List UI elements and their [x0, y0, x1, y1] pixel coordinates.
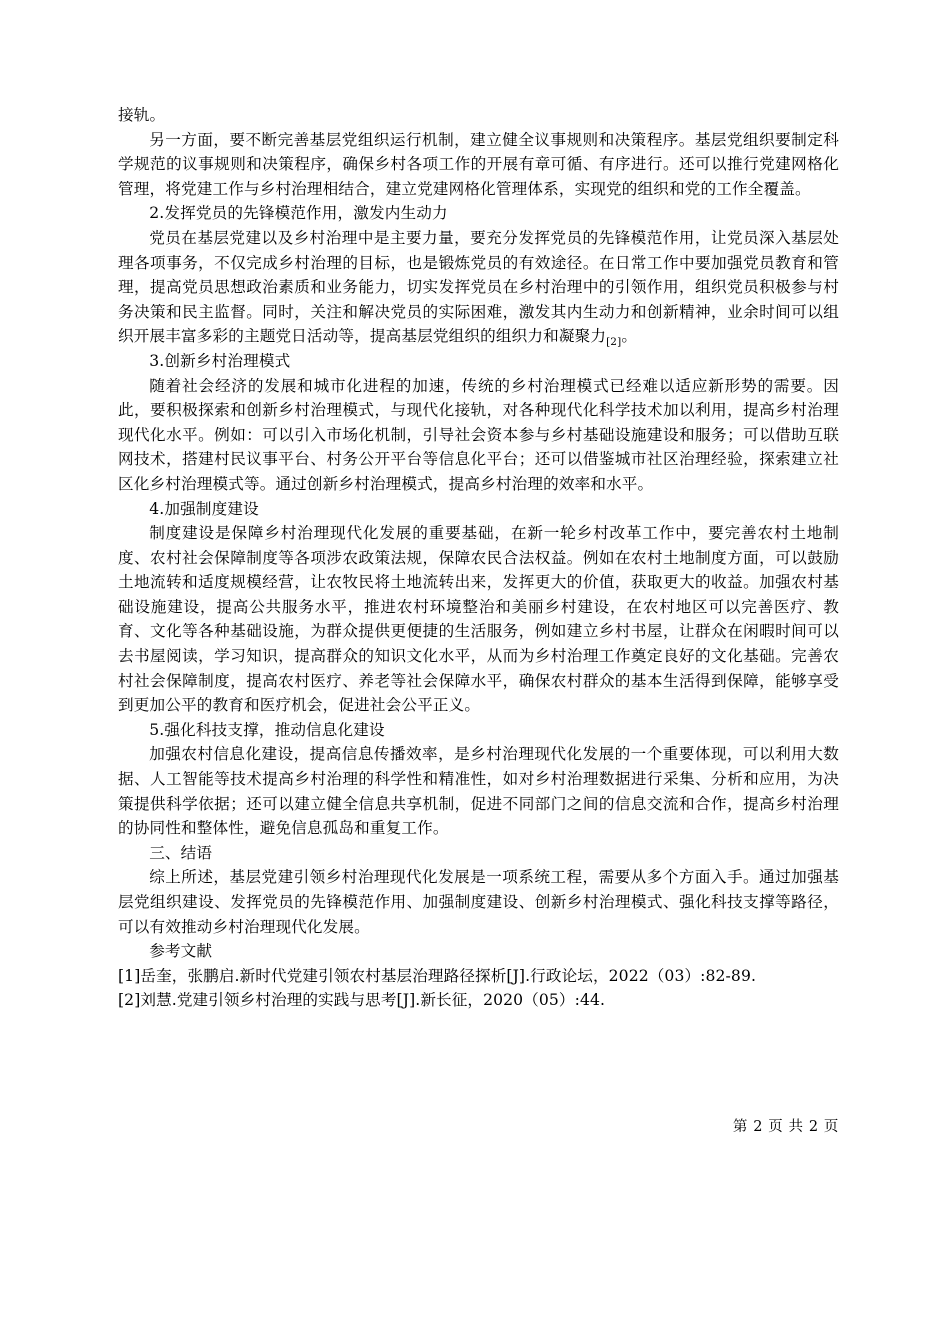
heading-section-2: 2.发挥党员的先锋模范作用，激发内生动力 — [149, 204, 448, 223]
continued-line: 接轨。 — [118, 106, 166, 124]
paragraph-organization-mechanism: 另一方面，要不断完善基层党组织运行机制，建立健全议事规则和决策程序。基层党组织要制定科学规范的议事规则和决策程序，确保乡村各项工作的开展有章可循、有序进行。还可以推行党建网格化管理，将党建工作与乡村治理相结合，建立党建网格化管理体系，实现党的组织和党的工作全覆盖。 — [118, 130, 839, 198]
heading-conclusion: 三、结语 — [149, 843, 213, 862]
heading-section-5: 5.强化科技支撑，推动信息化建设 — [149, 720, 385, 739]
page-number-footer: 第 2 页 共 2 页 — [732, 1119, 839, 1135]
heading-section-3: 3.创新乡村治理模式 — [149, 351, 291, 370]
reference-item-1: [1]岳奎，张鹏启.新时代党建引领农村基层治理路径探析[J].行政论坛，2022（03）:82-89. — [118, 966, 757, 985]
references-title: 参考文献 — [149, 942, 213, 961]
heading-section-4: 4.加强制度建设 — [149, 499, 259, 518]
paragraph-conclusion: 综上所述，基层党建引领乡村治理现代化发展是一项系统工程，需要从多个方面入手。通过加强基层党组织建设、发挥党员的先锋模范作用、加强制度建设、创新乡村治理模式、强化科技支撑等路径，可以有效推动乡村治理现代化发展。 — [118, 868, 839, 936]
citation-marker-2: [2] — [606, 336, 622, 349]
paragraph-party-member-tail: 。 — [621, 327, 638, 346]
reference-item-2: [2]刘慧.党建引领乡村治理的实践与思考[J].新长征，2020（05）:44. — [118, 991, 606, 1010]
paragraph-party-member-role — [118, 226, 839, 349]
paragraph-institution-building: 制度建设是保障乡村治理现代化发展的重要基础，在新一轮乡村改革工作中，要完善农村土地制度、农村社会保障制度等各项涉农政策法规，保障农民合法权益。例如在农村土地制度方面，可以鼓励土地流转和适度规模经营，让农牧民将土地流转出来，发挥更大的价值，获取更大的收益。加强农村基础设施建设，提高公共服务水平，推进农村环境整治和美丽乡村建设，在农村地区可以完善医疗、教育、文化等各种基础设施，为群众提供更便捷的生活服务，例如建立乡村书屋，让群众在闲暇时间可以去书屋阅读，学习知识，提高群众的知识文化水平，从而为乡村治理工作奠定良好的文化基础。完善农村社会保障制度，提高农村医疗、养老等社会保障水平，确保农村群众的基本生活得到保障，能够享受到更加公平的教育和医疗机会，促进社会公平正义。 — [118, 524, 839, 715]
paragraph-technology-support: 加强农村信息化建设，提高信息传播效率，是乡村治理现代化发展的一个重要体现，可以利用大数据、人工智能等技术提高乡村治理的科学性和精准性，如对乡村治理数据进行采集、分析和应用，为决策提供科学依据；还可以建立健全信息共享机制，促进不同部门之间的信息交流和合作，提高乡村治理的协同性和整体性，避免信息孤岛和重复工作。 — [118, 745, 839, 838]
paragraph-party-member-text: 党员在基层党建以及乡村治理中是主要力量，要充分发挥党员的先锋模范作用，让党员深入基层处理各项事务，不仅完成乡村治理的目标，也是锻炼党员的有效途径。在日常工作中要加强党员教育和管理，提高党员思想政治素质和业务能力，切实发挥党员在乡村治理中的引领作用，组织党员积极参与村务决策和民主监督。同时，关注和解决党员的实际困难，激发其内生动力和创新精神，业余时间可以组织开展丰富多彩的主题党日活动等，提高基层党组织的组织力和凝聚力 — [118, 228, 839, 346]
document-text-column — [118, 103, 839, 1013]
paragraph-governance-innovation: 随着社会经济的发展和城市化进程的加速，传统的乡村治理模式已经难以适应新形势的需要。因此，要积极探索和创新乡村治理模式，与现代化接轨，对各种现代化科学技术加以利用，提高乡村治理现代化水平。例如：可以引入市场化机制，引导社会资本参与乡村基础设施建设和服务；可以借助互联网技术，搭建村民议事平台、村务公开平台等信息化平台；还可以借鉴城市社区治理经验，探索建立社区化乡村治理模式等。通过创新乡村治理模式，提高乡村治理的效率和水平。 — [118, 376, 839, 493]
